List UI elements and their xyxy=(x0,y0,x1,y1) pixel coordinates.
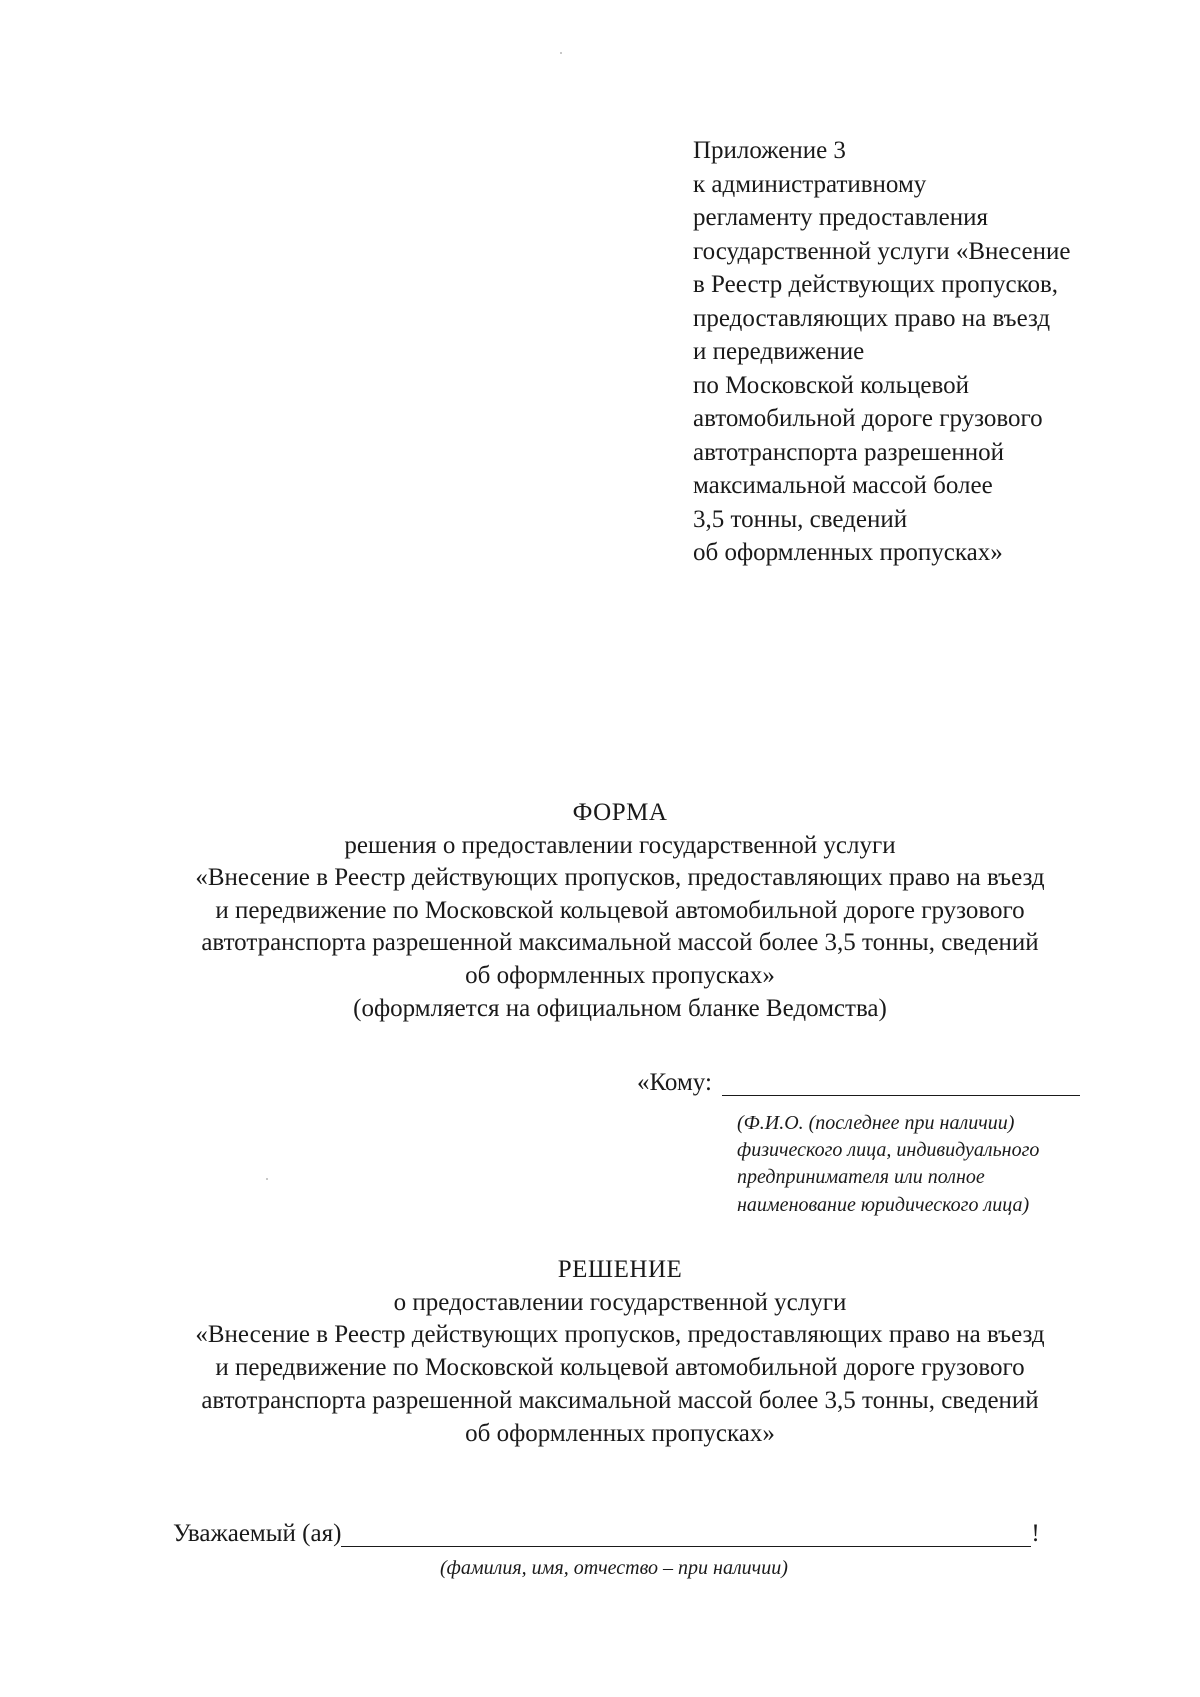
decision-line: и передвижение по Московской кольцевой автомобильной дороге грузового xyxy=(215,1354,1025,1382)
annex-line: предоставляющих право на въезд xyxy=(693,304,1051,332)
recipient-blank-line xyxy=(722,1094,1080,1096)
annex-line: Приложение 3 xyxy=(693,137,846,164)
annex-header xyxy=(693,134,1173,570)
decision-title: РЕШЕНИЕ xyxy=(557,1256,683,1283)
decision-line: об оформленных пропусках» xyxy=(465,1419,775,1447)
form-line: решения о предоставлении государственной услуги xyxy=(344,831,896,859)
greeting-row xyxy=(173,1518,1073,1550)
recipient-row xyxy=(637,1067,1097,1099)
form-line: «Внесение в Реестр действующих пропусков, предоставляющих право на въезд xyxy=(195,864,1045,892)
annex-line: максимальной массой более xyxy=(693,472,993,499)
decision-line: о предоставлении государственной услуги xyxy=(393,1288,847,1316)
scan-speck xyxy=(266,1178,268,1180)
annex-line: и передвижение xyxy=(693,338,865,365)
greeting-label: Уважаемый (ая) xyxy=(173,1520,342,1547)
decision-heading-block xyxy=(100,1254,1140,1450)
greeting-end-mark: ! xyxy=(1031,1520,1040,1547)
form-line: об оформленных пропусках» xyxy=(465,961,775,989)
annex-line: автотранспорта разрешенной xyxy=(693,438,1005,466)
form-heading-block xyxy=(100,797,1140,1025)
recipient-hint-line: физического лица, индивидуального xyxy=(737,1139,1040,1162)
greeting-hint: (фамилия, имя, отчество – при наличии) xyxy=(440,1557,788,1579)
recipient-hint xyxy=(737,1110,1137,1219)
decision-line: «Внесение в Реестр действующих пропусков, предоставляющих право на въезд xyxy=(195,1321,1045,1349)
annex-line: 3,5 тонны, сведений xyxy=(693,505,908,533)
decision-line: автотранспорта разрешенной максимальной массой более 3,5 тонны, сведений xyxy=(201,1386,1039,1414)
scan-speck xyxy=(560,52,562,54)
annex-line: об оформленных пропусках» xyxy=(693,539,1003,566)
recipient-hint-line: наименование юридического лица) xyxy=(737,1193,1030,1216)
annex-line: автомобильной дороге грузового xyxy=(693,405,1043,432)
form-title: ФОРМА xyxy=(572,799,668,826)
annex-line: государственной услуги «Внесение xyxy=(693,237,1071,265)
annex-line: к административному xyxy=(693,170,927,198)
form-line: (оформляется на официальном бланке Ведомства) xyxy=(353,994,887,1022)
annex-line: в Реестр действующих пропусков, xyxy=(693,271,1059,298)
form-line: автотранспорта разрешенной максимальной массой более 3,5 тонны, сведений xyxy=(201,929,1039,957)
recipient-label: «Кому: xyxy=(637,1069,712,1096)
greeting-blank-line xyxy=(341,1545,1031,1547)
annex-line: регламенту предоставления xyxy=(693,204,989,231)
form-line: и передвижение по Московской кольцевой автомобильной дороге грузового xyxy=(215,896,1025,924)
recipient-hint-line: предпринимателя или полное xyxy=(737,1166,985,1189)
annex-line: по Московской кольцевой xyxy=(693,371,970,399)
recipient-hint-line: (Ф.И.О. (последнее при наличии) xyxy=(737,1112,1015,1134)
